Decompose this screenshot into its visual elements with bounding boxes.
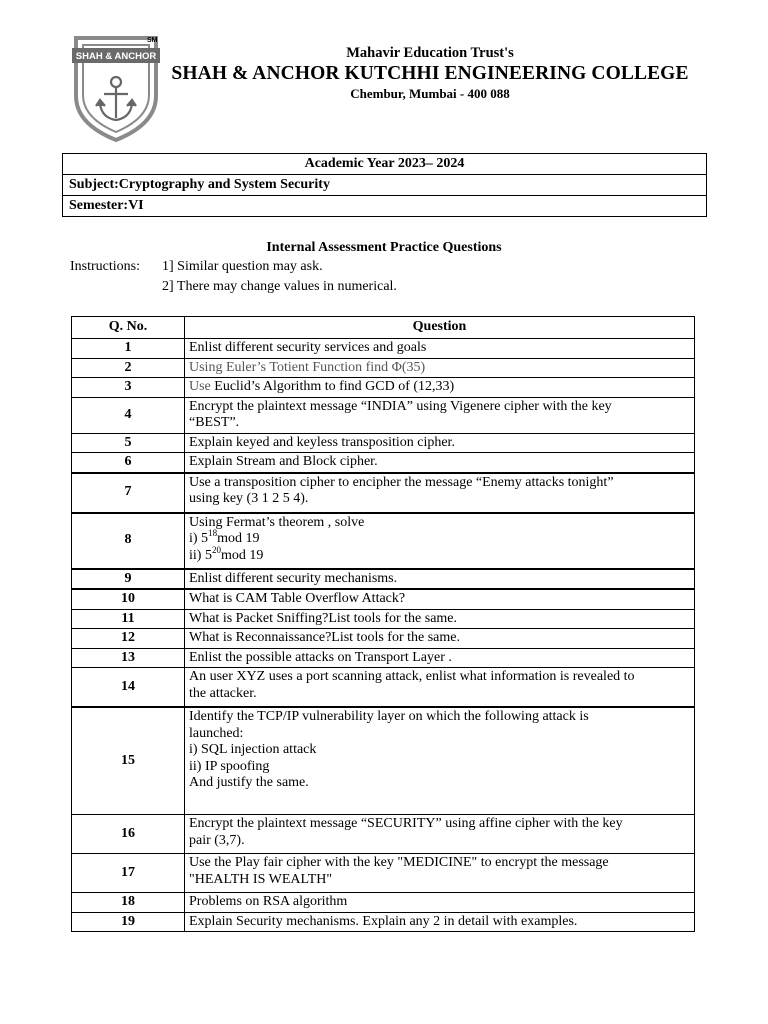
question-number: 18: [72, 893, 185, 913]
college-name: SHAH & ANCHOR KUTCHHI ENGINEERING COLLEGE: [171, 63, 689, 84]
table-row: [72, 453, 695, 473]
course-info-table: [62, 153, 707, 217]
question-number: 4: [72, 397, 185, 433]
question-number: 16: [72, 815, 185, 854]
table-row: [72, 815, 695, 854]
question-text: Problems on RSA algorithm: [185, 893, 695, 913]
question-text: What is Reconnaissance?List tools for the same.: [185, 629, 695, 649]
table-row: [72, 854, 695, 893]
table-row: [72, 569, 695, 590]
table-row: [72, 589, 695, 609]
table-row: [72, 358, 695, 378]
question-number: 19: [72, 912, 185, 932]
table-row: [72, 668, 695, 708]
question-text: Identify the TCP/IP vulnerability layer on which the following attack is launched: i) SQL injection attack ii) IP spoofing And justify the same.: [185, 707, 695, 815]
table-row: [72, 893, 695, 913]
question-number: 9: [72, 569, 185, 590]
instruction-1: 1] Similar question may ask.: [162, 259, 323, 274]
table-row: [72, 912, 695, 932]
semester: Semester:VI: [63, 196, 707, 217]
question-text: Use a transposition cipher to encipher the message “Enemy attacks tonight” using key (3 1 2 5 4).: [185, 473, 695, 513]
question-number: 8: [72, 513, 185, 569]
trust-name: Mahavir Education Trust's: [346, 45, 514, 61]
header-question: Question: [185, 317, 695, 339]
question-number: 10: [72, 589, 185, 609]
academic-year: Academic Year 2023– 2024: [63, 154, 707, 175]
table-row: [72, 378, 695, 398]
assessment-title: Internal Assessment Practice Questions: [266, 240, 502, 255]
question-text: Encrypt the plaintext message “INDIA” using Vigenere cipher with the key “BEST”.: [185, 397, 695, 433]
table-row: [72, 609, 695, 629]
table-row: [72, 629, 695, 649]
question-number: 2: [72, 358, 185, 378]
question-text: Using Fermat’s theorem , solve i) $5^{18}mod$ 19 ii) $5^{20}mod$ 19: [185, 513, 695, 569]
instruction-2: 2] There may change values in numerical.: [162, 279, 397, 294]
table-row: [72, 513, 695, 569]
trademark-mark: SM: [147, 37, 158, 44]
table-row: [72, 648, 695, 668]
question-number: 7: [72, 473, 185, 513]
question-number: 14: [72, 668, 185, 708]
header-qno: Q. No.: [72, 317, 185, 339]
question-text: What is CAM Table Overflow Attack?: [185, 589, 695, 609]
questions-table: [71, 316, 695, 932]
college-address: Chembur, Mumbai - 400 088: [350, 86, 510, 101]
question-number: 5: [72, 433, 185, 453]
college-logo: [70, 34, 162, 142]
table-row: [72, 473, 695, 513]
table-row: [72, 433, 695, 453]
question-text: Explain keyed and keyless transposition cipher.: [185, 433, 695, 453]
question-text: What is Packet Sniffing?List tools for the same.: [185, 609, 695, 629]
table-row: [72, 339, 695, 359]
question-text: Enlist different security services and goals: [185, 339, 695, 359]
instructions-label: Instructions:: [70, 259, 140, 274]
question-text: Encrypt the plaintext message “SECURITY” using affine cipher with the key pair (3,7).: [185, 815, 695, 854]
question-number: 6: [72, 453, 185, 473]
logo-banner-text: SHAH & ANCHOR: [75, 51, 157, 62]
question-number: 12: [72, 629, 185, 649]
question-number: 3: [72, 378, 185, 398]
table-row: [72, 397, 695, 433]
question-number: 15: [72, 707, 185, 815]
question-number: 17: [72, 854, 185, 893]
college-header: [170, 44, 690, 102]
question-text: Enlist the possible attacks on Transport Layer .: [185, 648, 695, 668]
question-text: Use Euclid’s Algorithm to find GCD of (12,33): [185, 378, 695, 398]
subject: Subject:Cryptography and System Security: [63, 175, 707, 196]
question-number: 13: [72, 648, 185, 668]
question-text: Use the Play fair cipher with the key "MEDICINE" to encrypt the message "HEALTH IS WEALTH": [185, 854, 695, 893]
table-row: [72, 707, 695, 815]
question-text: Using Euler’s Totient Function find Φ(35): [185, 358, 695, 378]
question-number: 1: [72, 339, 185, 359]
question-text: Explain Security mechanisms. Explain any 2 in detail with examples.: [185, 912, 695, 932]
question-text: Enlist different security mechanisms.: [185, 569, 695, 590]
question-text: An user XYZ uses a port scanning attack, enlist what information is revealed to the attacker.: [185, 668, 695, 708]
question-number: 11: [72, 609, 185, 629]
question-text: Explain Stream and Block cipher.: [185, 453, 695, 473]
